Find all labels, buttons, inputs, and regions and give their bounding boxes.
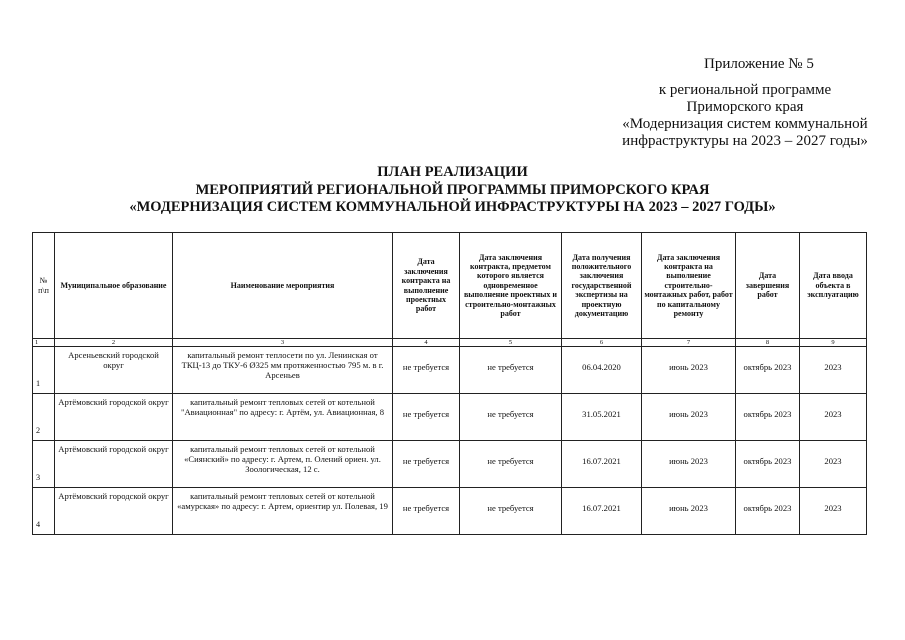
appendix-line: к региональной программе [658, 82, 832, 98]
table-row [33, 347, 867, 394]
column-number: 4 [393, 339, 460, 347]
municipality-cell: Арсеньевский городской округ [55, 347, 173, 394]
expertise-date-cell: 31.05.2021 [562, 394, 642, 441]
appendix-line: инфраструктуры на 2023 – 2027 годы» [622, 133, 868, 149]
combined-contract-cell: не требуется [460, 347, 562, 394]
column-number: 8 [736, 339, 800, 347]
row-number: 3 [33, 441, 55, 488]
column-number: 2 [55, 339, 173, 347]
activity-cell: капитальный ремонт теплосети по ул. Ленинская от ТКЦ-13 до ТКУ-6 Ø325 мм протяженностью 795 м. в г. Арсеньев [173, 347, 393, 394]
header-cell-municipality: Муниципальное образование [55, 233, 173, 339]
completion-cell: октябрь 2023 [736, 347, 800, 394]
column-number: 7 [642, 339, 736, 347]
combined-contract-cell: не требуется [460, 488, 562, 535]
construction-contract-cell: июнь 2023 [642, 488, 736, 535]
header-cell-construction-contract: Дата заключения контракта на выполнение строительно-монтажных работ, работ по капитальному ремонту [642, 233, 736, 339]
combined-contract-cell: не требуется [460, 441, 562, 488]
design-contract-cell: не требуется [393, 488, 460, 535]
header-cell-expertise: Дата получения положительного заключения государственной экспертизы на проектную документацию [562, 233, 642, 339]
completion-cell: октябрь 2023 [736, 394, 800, 441]
table-row [33, 394, 867, 441]
municipality-cell: Артёмовский городской округ [55, 441, 173, 488]
header-cell-design-contract: Дата заключения контракта на выполнение проектных работ [393, 233, 460, 339]
design-contract-cell: не требуется [393, 441, 460, 488]
appendix-line: Приморского края [686, 99, 804, 115]
row-number: 2 [33, 394, 55, 441]
commissioning-cell: 2023 [800, 488, 867, 535]
activity-cell: капитальный ремонт тепловых сетей от котельной «Сиянский» по адресу: г. Артем, п. Олений ориен. ул. Зоологическая, 12 с. [173, 441, 393, 488]
row-number: 1 [33, 347, 55, 394]
design-contract-cell: не требуется [393, 394, 460, 441]
table-row [33, 488, 867, 535]
document-title [0, 164, 905, 217]
column-number: 9 [800, 339, 867, 347]
appendix-number: Приложение № 5 [704, 56, 814, 72]
column-number: 6 [562, 339, 642, 347]
header-cell-num: № п\п [33, 233, 55, 339]
column-number: 1 [33, 339, 55, 347]
row-number: 4 [33, 488, 55, 535]
expertise-date-cell: 06.04.2020 [562, 347, 642, 394]
expertise-date-cell: 16.07.2021 [562, 441, 642, 488]
header-cell-combined-contract: Дата заключения контракта, предметом которого является одновременное выполнение проектных и строительно-монтажных работ [460, 233, 562, 339]
title-line: ПЛАН РЕАЛИЗАЦИИ [377, 164, 528, 180]
table-row [33, 441, 867, 488]
appendix-caption [600, 82, 890, 150]
title-line: МЕРОПРИЯТИЙ РЕГИОНАЛЬНОЙ ПРОГРАММЫ ПРИМОРСКОГО КРАЯ [195, 181, 710, 198]
header-cell-commissioning: Дата ввода объекта в эксплуатацию [800, 233, 867, 339]
column-number: 5 [460, 339, 562, 347]
completion-cell: октябрь 2023 [736, 488, 800, 535]
design-contract-cell: не требуется [393, 347, 460, 394]
title-line: «МОДЕРНИЗАЦИЯ СИСТЕМ КОММУНАЛЬНОЙ ИНФРАСТРУКТУРЫ НА 2023 – 2027 ГОДЫ» [129, 199, 776, 215]
commissioning-cell: 2023 [800, 347, 867, 394]
column-number: 3 [173, 339, 393, 347]
municipality-cell: Артёмовский городской округ [55, 488, 173, 535]
commissioning-cell: 2023 [800, 441, 867, 488]
construction-contract-cell: июнь 2023 [642, 347, 736, 394]
commissioning-cell: 2023 [800, 394, 867, 441]
activity-cell: капитальный ремонт тепловых сетей от котельной «амурская» по адресу: г. Артем, ориентир ул. Полевая, 19 [173, 488, 393, 535]
construction-contract-cell: июнь 2023 [642, 441, 736, 488]
column-number-row [33, 339, 867, 347]
activity-cell: капитальный ремонт тепловых сетей от котельной "Авиационная" по адресу: г. Артём, ул. Авиационная, 8 [173, 394, 393, 441]
header-cell-completion: Дата завершения работ [736, 233, 800, 339]
municipality-cell: Артёмовский городской округ [55, 394, 173, 441]
plan-table [32, 232, 867, 535]
expertise-date-cell: 16.07.2021 [562, 488, 642, 535]
header-row [33, 233, 867, 339]
header-cell-activity: Наименование мероприятия [173, 233, 393, 339]
combined-contract-cell: не требуется [460, 394, 562, 441]
construction-contract-cell: июнь 2023 [642, 394, 736, 441]
appendix-line: «Модернизация систем коммунальной [622, 116, 868, 132]
completion-cell: октябрь 2023 [736, 441, 800, 488]
